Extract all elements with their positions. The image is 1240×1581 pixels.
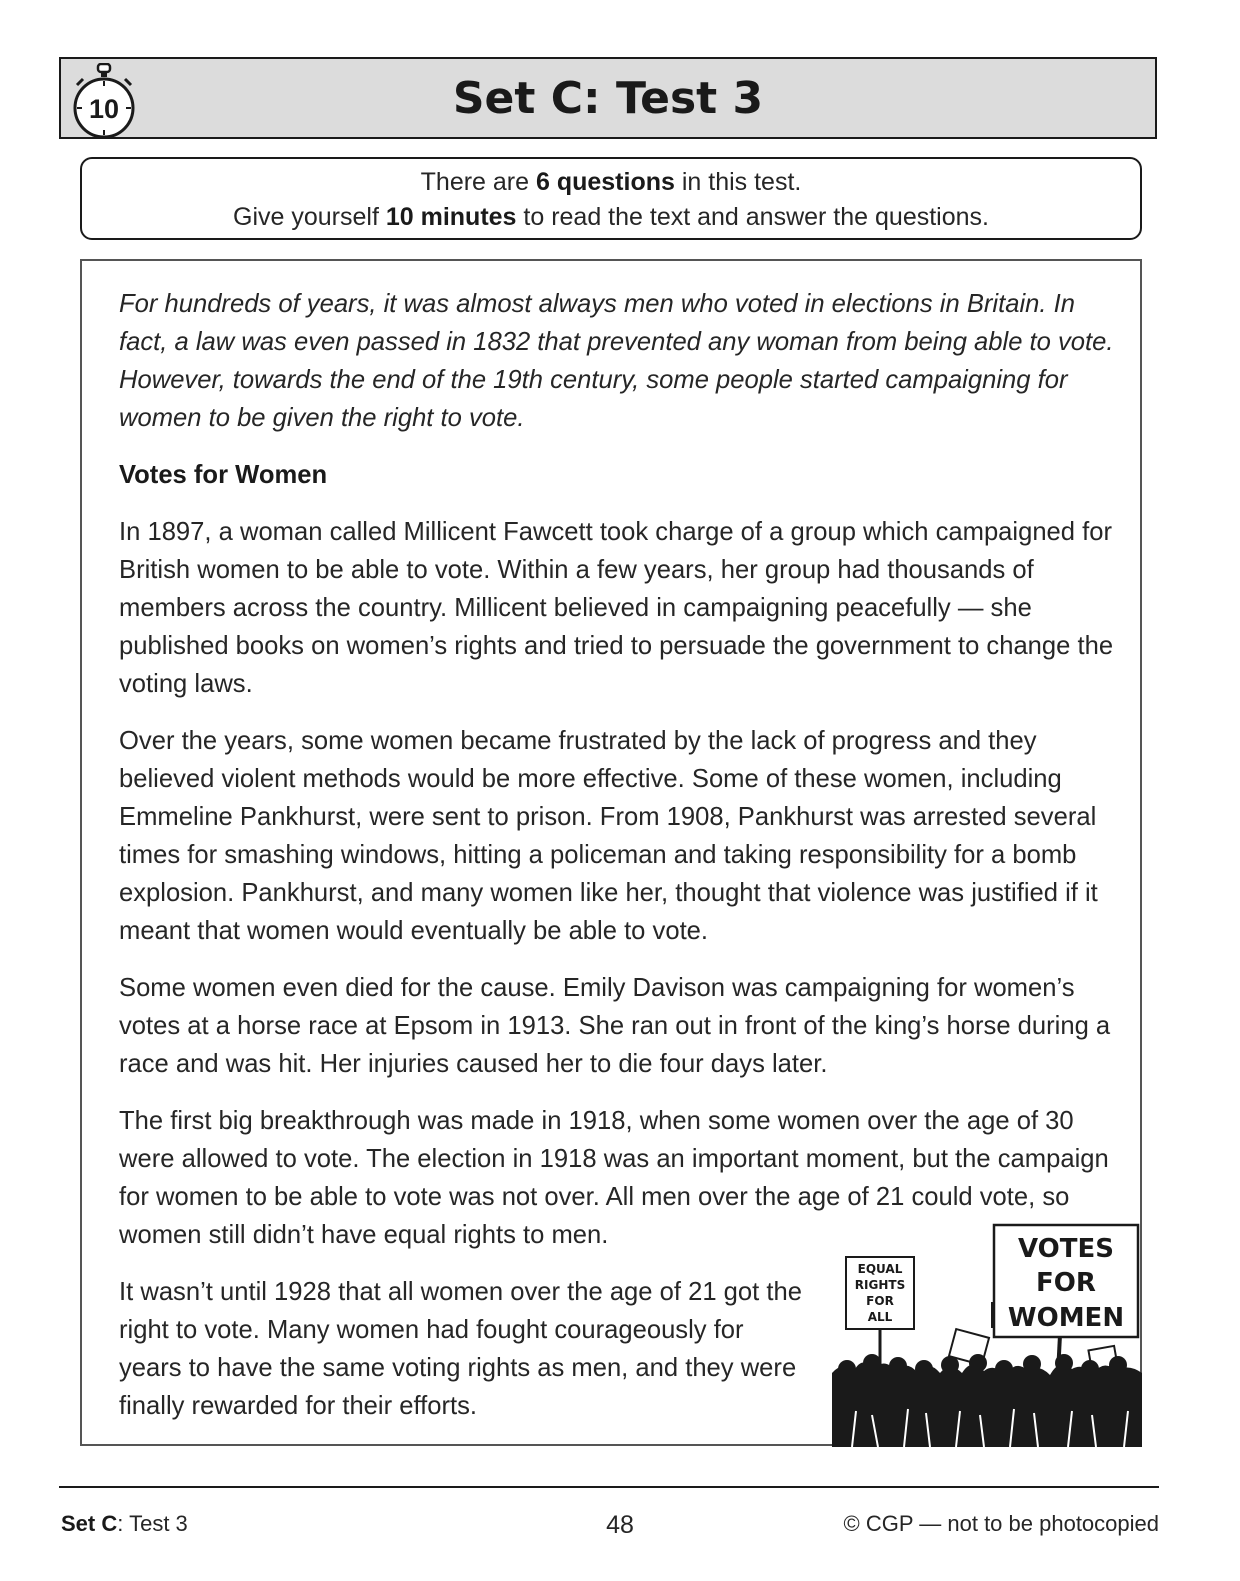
footer-set-label: Set C: Test 3 — [61, 1511, 188, 1536]
page-title: Set C: Test 3 — [452, 73, 764, 124]
footer-divider — [59, 1486, 1159, 1488]
big-sign-text: WOMEN — [1007, 1303, 1125, 1333]
timer-label: 10 — [88, 94, 120, 124]
big-sign-text: VOTES — [1018, 1234, 1114, 1264]
small-sign-text: FOR — [866, 1294, 894, 1308]
page-number: 48 — [606, 1511, 634, 1539]
small-sign-text: RIGHTS — [854, 1278, 906, 1292]
suffragette-protest-illustration — [832, 1223, 1142, 1447]
passage-paragraph: Over the years, some women became frustrated by the lack of progress and they believed violent methods would be more effective. Some of these women, including Emmeline Pankhurst, were sent to prison. From 1908, Pankhurst was arrested several times for smashing windows, hitting a policeman and taking responsibility for a bomb explosion. Pankhurst, and many women like her, thought that violence was justified if it meant that women would eventually be able to vote. — [119, 727, 1098, 945]
instructions-box — [80, 157, 1142, 240]
passage-paragraph: In 1897, a woman called Millicent Fawcett took charge of a group which campaigned for British women to be able to vote. Within a few years, her group had thousands of members across the country. Millicent believed in campaigning peacefully — she published books on women’s rights and tried to persuade the government to change the voting laws. — [119, 518, 1114, 698]
big-sign-text: FOR — [1036, 1268, 1096, 1298]
small-sign-text: EQUAL — [857, 1262, 903, 1276]
passage-heading: Votes for Women — [119, 461, 328, 489]
passage-paragraph: The first big breakthrough was made in 1918, when some women over the age of 30 were allowed to vote. The election in 1918 was an important moment, but the campaign for women to be able to vote was not over. All men over the age of 21 could vote, so women still didn’t have equal rights to men. — [119, 1107, 1109, 1249]
copyright-notice: © CGP — not to be photocopied — [843, 1511, 1159, 1536]
passage-box — [80, 259, 1142, 1446]
instructions-line-2: Give yourself 10 minutes to read the text and answer the questions. — [233, 203, 989, 231]
passage-paragraph: It wasn’t until 1928 that all women over the age of 21 got the right to vote. Many women had fought courageously for years to have the same voting rights as men, and they were finally rewarded for their efforts. — [119, 1278, 802, 1420]
passage-intro: For hundreds of years, it was almost always men who voted in elections in Britain. In fact, a law was even passed in 1832 that prevented any woman from being able to vote. However, towards the end of the 19th century, some people started campaigning for women to be given the right to vote. — [119, 290, 1114, 432]
passage-paragraph: Some women even died for the cause. Emily Davison was campaigning for women’s votes at a horse race at Epsom in 1913. She ran out in front of the king’s horse during a race and was hit. Her injuries caused her to die four days later. — [119, 974, 1111, 1078]
small-sign-text: ALL — [867, 1310, 893, 1324]
crowd-silhouette — [832, 1354, 1142, 1447]
instructions-line-1: There are 6 questions in this test. — [420, 168, 802, 196]
title-bar — [59, 57, 1157, 139]
